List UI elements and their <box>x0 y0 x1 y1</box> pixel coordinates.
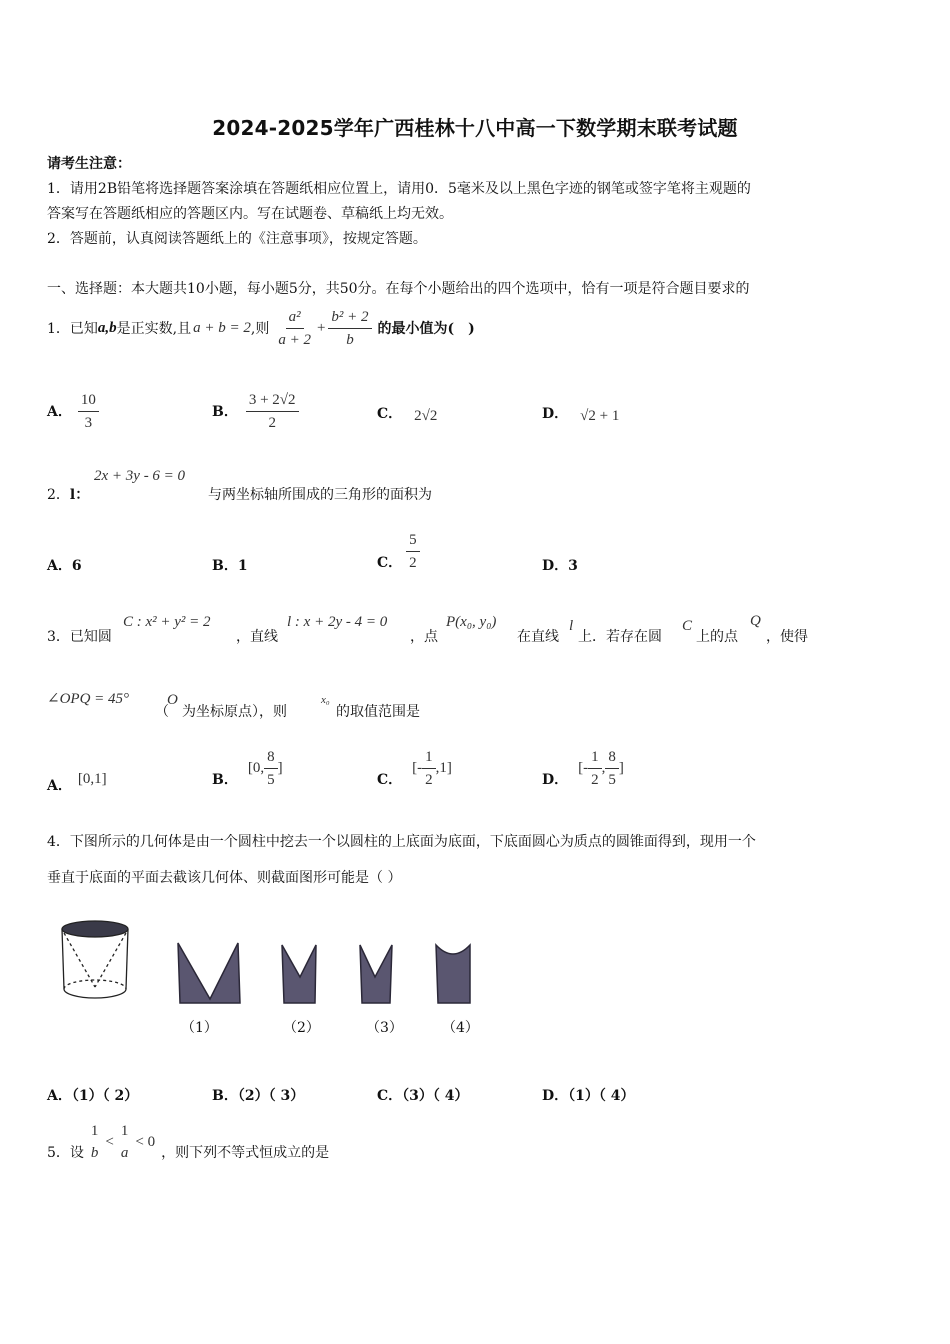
denominator: a <box>120 1145 129 1161</box>
origin-symbol: O <box>167 692 178 708</box>
notice-line-3: 2．答题前，认真阅读答题纸上的《注意事项》，按规定答题。 <box>47 231 427 247</box>
question-number: 1． <box>47 321 70 337</box>
option-label: A． <box>47 404 72 420</box>
line-symbol: l <box>569 618 574 634</box>
option-d[interactable] <box>542 745 624 791</box>
interval-close: ] <box>277 759 283 776</box>
question-text: （ <box>155 704 169 720</box>
cone-right-edge <box>95 933 126 987</box>
option-d[interactable] <box>542 1085 635 1105</box>
option-a[interactable] <box>47 1085 138 1105</box>
option-label: D． <box>542 1088 569 1104</box>
line-equation: 2x + 3y - 6 = 0 <box>94 468 186 484</box>
cylinder-figure <box>62 921 128 998</box>
interval-open: [- <box>578 759 589 776</box>
option-label: A． <box>47 778 72 794</box>
numerator: 3 + 2√2 <box>246 391 299 412</box>
question-number: 2． <box>47 487 70 503</box>
notice-heading: 请考生注意： <box>47 156 131 172</box>
section-heading: 一、选择题：本大题共10小题，每小题5分，共50分。在每个小题给出的四个选项中，恰有一项是符合题目要求的 <box>47 281 750 297</box>
numerator: 8 <box>605 748 619 769</box>
denominator: 2 <box>591 771 599 788</box>
interval-open: [- <box>412 759 423 776</box>
denominator: a + 2 <box>278 331 311 348</box>
numerator: a² <box>286 308 304 329</box>
section-shape-4 <box>436 945 470 1003</box>
question-text: 已知圆 <box>69 629 112 645</box>
option-b[interactable] <box>212 388 299 434</box>
option-a[interactable] <box>47 388 99 434</box>
cylinder-right-edge <box>126 929 128 989</box>
question-text: ，则下列不等式恒成立的是 <box>161 1145 330 1161</box>
plus-sign: + <box>316 319 326 336</box>
option-c[interactable] <box>377 528 420 574</box>
cylinder-top <box>62 921 128 937</box>
numerator: 1 <box>422 748 436 769</box>
section-shape-3 <box>360 945 392 1003</box>
math-condition: a + b = 2 <box>193 319 251 336</box>
figure-label-1: （1） <box>181 1020 218 1036</box>
option-value: 2√2 <box>414 407 438 424</box>
question-4-line-1: 4．下图所示的几何体是由一个圆柱中挖去一个以圆柱的上底面为底面，下底面圆心为质点的圆锥面得到，现用一个 <box>47 834 756 850</box>
question-number: 5． <box>47 1145 70 1161</box>
option-value: [0,1] <box>77 770 107 787</box>
inequality-tail: < 0 <box>135 1133 156 1150</box>
cone-left-edge <box>64 933 95 987</box>
denominator: 3 <box>84 414 93 431</box>
line-label: l： <box>69 487 90 503</box>
section-shape-1 <box>178 943 240 1003</box>
option-fraction <box>406 531 420 572</box>
question-text: 上．若存在圆 <box>578 629 662 645</box>
question-text: ，点 <box>410 629 438 645</box>
option-fraction <box>605 748 619 789</box>
question-text: 设 <box>69 1145 84 1161</box>
option-a[interactable] <box>47 766 107 792</box>
option-b[interactable] <box>212 1085 304 1105</box>
option-label: C． <box>377 555 403 571</box>
cylinder-bottom-back <box>64 980 126 989</box>
interval-open: [0, <box>247 759 265 776</box>
interval-separator: , <box>601 759 606 776</box>
option-label: A． <box>47 558 72 574</box>
question-text: ，使得 <box>766 629 808 645</box>
math-vars: a,b <box>97 319 117 336</box>
option-value: （1）（ 2） <box>71 1088 139 1104</box>
denominator: 2 <box>409 554 417 571</box>
option-label: B． <box>212 772 238 788</box>
question-text: 已知 <box>69 321 98 337</box>
point-p: P(x₀, y₀) <box>446 614 497 630</box>
angle-condition: ∠OPQ = 45° <box>47 691 130 707</box>
notice-line-1: 1．请用2B铅笔将选择题答案涂填在答题纸相应位置上，请用0．5毫米及以上黑色字迹的钢笔或签字笔将主观题的 <box>47 181 751 197</box>
option-fraction <box>264 748 278 789</box>
figure-label-4: （4） <box>442 1020 479 1036</box>
question-text: 是正实数,且 <box>116 321 192 337</box>
option-label: C． <box>377 406 403 422</box>
line-equation: l : x + 2y - 4 = 0 <box>287 614 388 630</box>
option-label: C． <box>377 772 403 788</box>
option-value: （1）（ 4） <box>568 1088 635 1104</box>
option-label: D． <box>542 558 569 574</box>
question-text: ，直线 <box>236 629 278 645</box>
option-c[interactable] <box>377 1085 469 1105</box>
question-3-line-1 <box>47 626 112 646</box>
question-5 <box>47 1118 329 1166</box>
option-value: √2 + 1 <box>580 407 620 424</box>
denominator: 5 <box>267 771 275 788</box>
cylinder-left-edge <box>62 929 64 989</box>
option-value: 3 <box>568 558 578 574</box>
option-fraction <box>588 748 602 789</box>
question-text: 的最小值为( ) <box>377 321 475 337</box>
option-a[interactable] <box>47 555 82 575</box>
less-than: < <box>105 1133 114 1150</box>
option-label: B． <box>212 404 238 420</box>
fraction-2 <box>328 308 371 349</box>
option-b[interactable] <box>212 555 248 575</box>
point-q: Q <box>750 613 761 629</box>
option-d[interactable] <box>542 400 619 426</box>
numerator: 1 <box>588 748 602 769</box>
fraction-1 <box>275 308 314 349</box>
option-c[interactable] <box>377 745 452 791</box>
interval-close: ] <box>618 759 624 776</box>
numerator: b² + 2 <box>328 308 371 329</box>
question-text: 在直线 <box>517 629 559 645</box>
question-text: 上的点 <box>696 629 738 645</box>
denominator: 2 <box>268 414 276 431</box>
option-label: D． <box>542 772 569 788</box>
question-2-number <box>47 484 89 504</box>
cylinder-bottom-front <box>64 989 126 998</box>
option-c[interactable] <box>377 400 437 426</box>
question-text: ,则 <box>250 321 270 337</box>
option-label: C． <box>377 1088 403 1104</box>
option-fraction <box>78 391 99 432</box>
figure-label-2: （2） <box>283 1020 320 1036</box>
notice-line-2: 答案写在答题纸相应的答题区内。写在试题卷、草稿纸上均无效。 <box>47 206 453 222</box>
question-text: 与两坐标轴所围成的三角形的面积为 <box>208 487 432 503</box>
option-b[interactable] <box>212 745 283 791</box>
option-label: B． <box>212 1088 238 1104</box>
denominator: b <box>346 331 354 348</box>
option-fraction <box>246 391 299 432</box>
question-number: 3． <box>47 629 70 645</box>
numerator: 5 <box>406 531 420 552</box>
option-value: （3）（ 4） <box>402 1088 469 1104</box>
geometry-figures <box>50 915 510 1045</box>
option-value: 6 <box>71 558 82 574</box>
numerator: 1 <box>90 1123 99 1139</box>
page-title: 2024-2025学年广西桂林十八中高一下数学期末联考试题 <box>212 116 738 140</box>
option-d[interactable] <box>542 555 578 575</box>
denominator: 5 <box>608 771 616 788</box>
x0-symbol: x₀ <box>321 694 330 706</box>
option-label: A． <box>47 1088 72 1104</box>
denominator: b <box>90 1145 99 1161</box>
option-value: （2）（ 3） <box>237 1088 305 1104</box>
circle-symbol: C <box>682 618 693 634</box>
figure-label-3: （3） <box>366 1020 403 1036</box>
question-text: 的取值范围是 <box>336 704 420 720</box>
numerator: 10 <box>78 391 99 412</box>
numerator: 8 <box>264 748 278 769</box>
question-1 <box>47 304 475 352</box>
option-fraction <box>422 748 436 789</box>
denominator: 2 <box>425 771 433 788</box>
section-shape-2 <box>282 945 316 1003</box>
interval-close: ,1] <box>435 759 452 776</box>
fraction-1 <box>88 1122 102 1162</box>
numerator: 1 <box>120 1123 129 1139</box>
option-value: 1 <box>237 558 248 574</box>
circle-equation: C : x² + y² = 2 <box>123 614 211 630</box>
option-label: D． <box>542 406 569 422</box>
option-label: B． <box>212 558 238 574</box>
question-text: 为坐标原点），则 <box>182 704 287 720</box>
question-4-line-2: 垂直于底面的平面去截该几何体、则截面图形可能是（ ） <box>47 870 402 886</box>
fraction-2 <box>118 1122 132 1162</box>
